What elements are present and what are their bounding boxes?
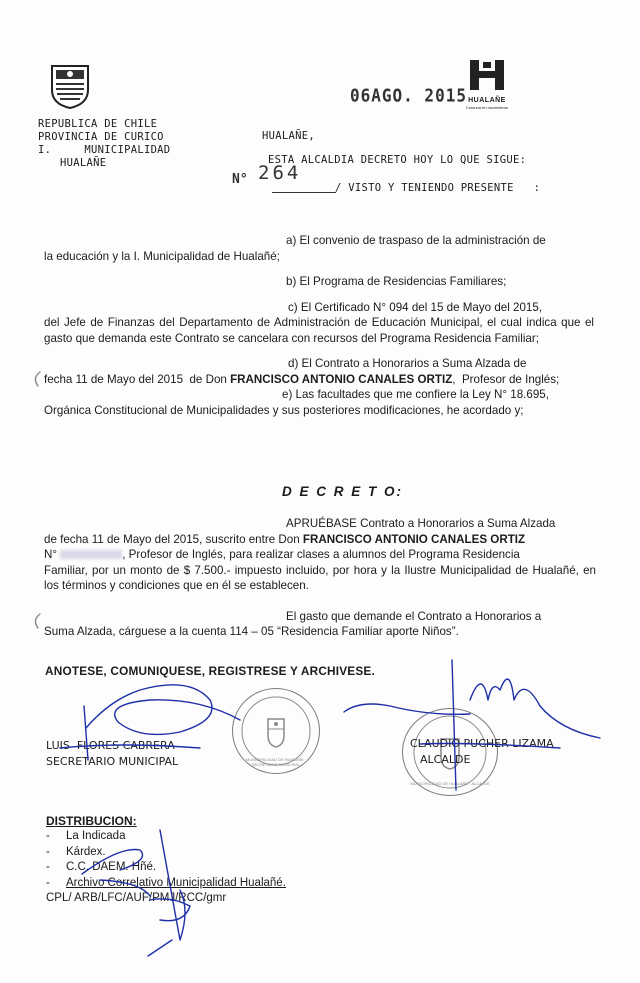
date-stamp: 06AGO. 2015 [350, 85, 467, 106]
mayor-title: ALCALDE [420, 753, 471, 766]
mayor-name: CLAUDIO PUCHER LIZAMA [410, 737, 554, 750]
municipal-crest-logo [48, 62, 92, 110]
distribution-heading: DISTRIBUCION: [46, 814, 137, 828]
header-province: PROVINCIA DE CURICO [38, 131, 164, 143]
distribution-item: - Kárdex. [46, 845, 106, 858]
secretary-seal-text: MUNICIPALIDAD DE HUALAÑE · SECRETARIO MUNICIPAL [245, 757, 307, 767]
decree-heading: D E C R E T O: [282, 484, 404, 499]
secretary-title: SECRETARIO MUNICIPAL [46, 755, 179, 768]
decree-paragraph-2: El gasto que demande el Contrato a Honorarios a Suma Alzada, cárguese a la cuenta 114 – 05 “Residencia Familiar aporte Niños”. [44, 609, 542, 638]
decree-intro: ESTA ALCALDIA DECRETO HOY LO QUE SIGUE: [268, 154, 527, 166]
redacted-id [60, 550, 122, 559]
consideration-d: d) El Contrato a Honorarios a Suma Alzada de fecha 11 de Mayo del 2015 de Don FRANCISCO ANTONIO CANALES ORTIZ, Profesor de Inglés; [44, 357, 560, 386]
secretary-name: LUIS FLORES CABRERA [46, 739, 175, 752]
distribution-initials: CPL/ ARB/LFC/AUF/PMJ/RCC/gmr [46, 892, 227, 905]
decree-paragraph-1: APRUÉBASE Contrato a Honorarios a Suma Alzada de fecha 11 de Mayo del 2015, suscrito entre Don FRANCISCO ANTONIO CANALES ORTIZ N° , Profesor de Inglés, para realizar clases a alumnos del Programa Residencia Familiar, por un monto de $ 7.500.- impuesto incluido, por hora y la Ilustre Municipalidad de Hualañé, en los términos y condiciones que en él se establecen. [44, 517, 596, 592]
distribution-item: - C.C. DAEM. Hñé. [46, 861, 157, 874]
decree-number-underline [272, 192, 336, 193]
decree-number: 264 [258, 162, 302, 184]
distribution-item: - Archivo Correlativo Municipalidad Hualañé. [46, 876, 286, 889]
header-country: REPUBLICA DE CHILE [38, 118, 158, 130]
brand-h-icon [468, 58, 506, 92]
header-municipality: I. MUNICIPALIDAD [38, 144, 171, 156]
distribution-list [46, 829, 286, 907]
consideration-c: c) El Certificado N° 094 del 15 de Mayo del 2015, del Jefe de Finanzas del Departamento de Administración de Educación Municipal, el cual indica que el gasto que demanda este Contrato se cancelara con recursos del Programa Residencia Familiar; [44, 300, 594, 345]
header-town: HUALAÑE [60, 157, 107, 169]
consideration-b: b) El Programa de Residencias Familiares; [286, 275, 507, 288]
consideration-e: e) Las facultades que me confiere la Ley N° 18.695, Orgánica Constitucional de Municipalidades y sus posteriores modificaciones, he acordado y; [44, 388, 549, 417]
secretary-seal [232, 688, 320, 774]
visto-line: / VISTO Y TENIENDO PRESENTE : [335, 182, 541, 194]
place-line: HUALAÑE, [262, 130, 315, 142]
distribution-item: - La Indicada [46, 830, 126, 842]
closing-line: ANOTESE, COMUNIQUESE, REGISTRESE Y ARCHIVESE. [45, 664, 375, 678]
consideration-a: a) El convenio de traspaso de la administración de la educación y la I. Municipalidad de Hualañé; [44, 234, 546, 263]
mayor-seal-text: MUNICIPALIDAD DE HUALAÑE · ALCALDE [410, 781, 490, 786]
brand-tagline: Comuna en movimiento [465, 105, 509, 110]
decree-number-prefix: N° [232, 172, 248, 187]
brand-logo [462, 58, 512, 110]
brand-name: HUALAÑE [468, 97, 506, 104]
